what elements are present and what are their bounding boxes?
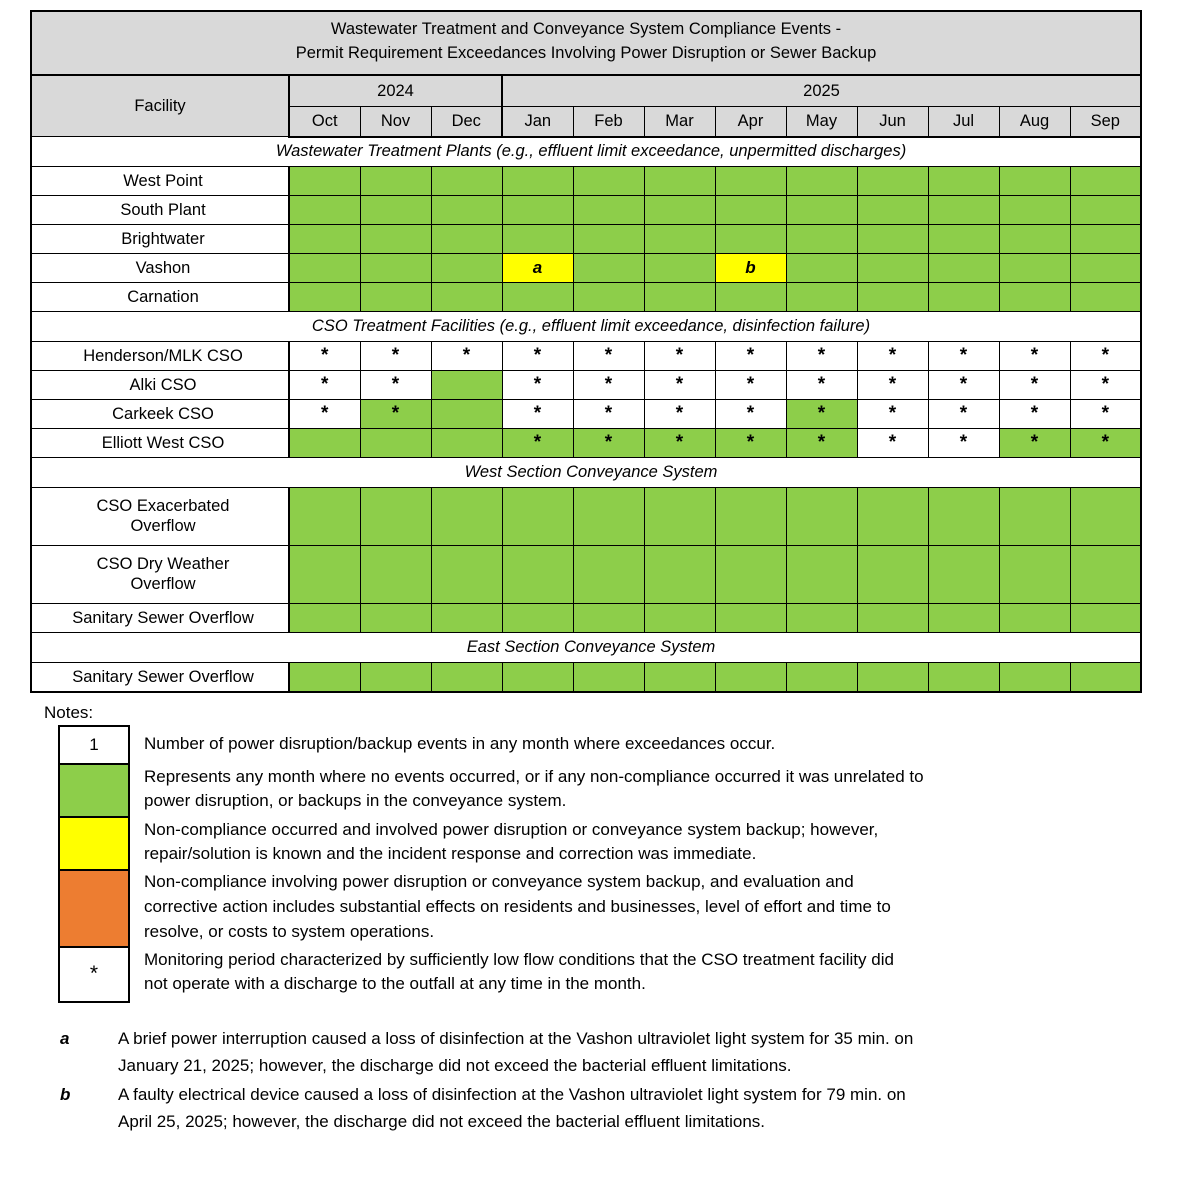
status-cell: [1070, 604, 1141, 633]
asterisk-marker: *: [746, 432, 755, 454]
row-label: Alki CSO: [31, 371, 289, 400]
status-cell: [928, 604, 999, 633]
status-cell: [431, 254, 502, 283]
asterisk-marker: *: [1101, 345, 1109, 367]
status-cell: [857, 604, 928, 633]
legend-swatch-white: 1: [60, 727, 128, 765]
asterisk-marker: *: [888, 374, 897, 396]
status-cell: [928, 429, 999, 458]
status-cell: [857, 663, 928, 692]
table-row: [31, 342, 1141, 371]
asterisk-marker: *: [959, 403, 968, 425]
legend-line: not operate with a discharge to the outfall at any time in the month.: [144, 974, 646, 994]
status-cell: [928, 283, 999, 312]
status-cell: [289, 167, 360, 196]
asterisk-marker: *: [391, 374, 400, 396]
status-cell: [1070, 400, 1141, 429]
table-row: [31, 488, 1141, 546]
asterisk-marker: *: [391, 403, 400, 425]
status-cell: [360, 167, 431, 196]
status-cell: [786, 283, 857, 312]
status-cell: [928, 546, 999, 604]
asterisk-marker: *: [462, 345, 471, 367]
status-cell: [1070, 167, 1141, 196]
status-cell: [573, 371, 644, 400]
status-cell: [786, 167, 857, 196]
status-cell: [360, 196, 431, 225]
legend-swatch-column: [58, 725, 130, 1003]
asterisk-marker: *: [746, 403, 755, 425]
month-header-jun: Jun: [857, 107, 928, 137]
legend-entry: [144, 946, 1150, 999]
asterisk-marker: *: [533, 345, 542, 367]
status-cell: [431, 604, 502, 633]
status-cell: [502, 283, 573, 312]
footnote-marker: a: [532, 258, 543, 278]
footnote: [60, 1025, 1150, 1079]
status-cell: [289, 196, 360, 225]
status-cell: [857, 400, 928, 429]
row-label: Vashon: [31, 254, 289, 283]
status-cell: [999, 488, 1070, 546]
status-cell: [289, 342, 360, 371]
status-cell: [928, 371, 999, 400]
status-cell: [431, 225, 502, 254]
status-cell: [1070, 196, 1141, 225]
section-header-row: [31, 633, 1141, 663]
table-row: [31, 604, 1141, 633]
asterisk-marker: *: [1030, 345, 1039, 367]
status-cell: [999, 196, 1070, 225]
table-row: [31, 283, 1141, 312]
status-cell: [431, 167, 502, 196]
status-cell: [289, 546, 360, 604]
status-cell: [857, 488, 928, 546]
notes-label: Notes:: [44, 702, 94, 722]
legend-entry: [144, 816, 1150, 869]
status-cell: [857, 167, 928, 196]
asterisk-marker: *: [1101, 403, 1109, 425]
status-cell: [502, 429, 573, 458]
legend-text-column: [130, 725, 1150, 1003]
status-cell: [857, 225, 928, 254]
table-row: [31, 663, 1141, 692]
row-label: CSO Dry Weather Overflow: [31, 546, 289, 604]
legend-entry: [144, 725, 1150, 763]
month-header-apr: Apr: [715, 107, 786, 137]
status-cell: [928, 342, 999, 371]
status-cell: [573, 283, 644, 312]
status-cell: [928, 663, 999, 692]
title-line-2: Permit Requirement Exceedances Involving Power Disruption or Sewer Backup: [295, 43, 877, 62]
legend-swatch-white: *: [60, 948, 128, 1001]
status-cell: [715, 283, 786, 312]
month-header-nov: Nov: [360, 107, 431, 137]
status-cell: [360, 342, 431, 371]
status-cell: [289, 604, 360, 633]
legend: [58, 725, 1150, 1003]
status-cell: [502, 225, 573, 254]
table-title: [31, 11, 1141, 75]
status-cell: [644, 225, 715, 254]
month-header-feb: Feb: [573, 107, 644, 137]
row-label: West Point: [31, 167, 289, 196]
status-cell: [502, 167, 573, 196]
status-cell: [715, 342, 786, 371]
row-label: South Plant: [31, 196, 289, 225]
table-row: [31, 196, 1141, 225]
row-label: Sanitary Sewer Overflow: [31, 663, 289, 692]
status-cell: [786, 254, 857, 283]
asterisk-marker: *: [817, 432, 826, 454]
footnote-text: [118, 1081, 1150, 1135]
status-cell: [857, 196, 928, 225]
status-cell: [431, 196, 502, 225]
month-header-oct: Oct: [289, 107, 360, 137]
legend-entry: [144, 869, 1150, 946]
status-cell: [573, 342, 644, 371]
status-cell: [431, 488, 502, 546]
status-cell: [289, 225, 360, 254]
status-cell: [999, 371, 1070, 400]
legend-line: repair/solution is known and the incident response and correction was immediate.: [144, 844, 757, 864]
status-cell: [502, 604, 573, 633]
asterisk-marker: *: [533, 432, 542, 454]
section-heading: East Section Conveyance System: [31, 633, 1141, 663]
status-cell: [502, 400, 573, 429]
status-cell: [573, 488, 644, 546]
status-cell: [928, 400, 999, 429]
legend-line: power disruption, or backups in the conveyance system.: [144, 791, 567, 811]
asterisk-marker: *: [1101, 432, 1109, 454]
asterisk-marker: *: [959, 374, 968, 396]
footnote-line: A brief power interruption caused a loss of disinfection at the Vashon ultraviolet light system for 35 min. on: [118, 1028, 914, 1048]
asterisk-marker: *: [1030, 403, 1039, 425]
month-header-may: May: [786, 107, 857, 137]
row-label: Sanitary Sewer Overflow: [31, 604, 289, 633]
asterisk-marker: *: [746, 345, 755, 367]
status-cell: [857, 342, 928, 371]
asterisk-marker: *: [959, 345, 968, 367]
footnote-text: [118, 1025, 1150, 1079]
status-cell: [573, 546, 644, 604]
status-cell: [999, 429, 1070, 458]
status-cell: [644, 604, 715, 633]
year-header-2024: 2024: [289, 75, 502, 107]
status-cell: [1070, 283, 1141, 312]
status-cell: [999, 546, 1070, 604]
table-row: [31, 400, 1141, 429]
table-row: [31, 254, 1141, 283]
status-cell: [928, 254, 999, 283]
status-cell: [431, 663, 502, 692]
asterisk-marker: *: [321, 345, 329, 367]
status-cell: [644, 283, 715, 312]
legend-line: resolve, or costs to system operations.: [144, 921, 435, 941]
legend-line: Non-compliance involving power disruption or conveyance system backup, and evaluation and: [144, 872, 854, 892]
status-cell: [502, 546, 573, 604]
status-cell: [999, 604, 1070, 633]
status-cell: [360, 546, 431, 604]
status-cell: [644, 400, 715, 429]
legend-line: Monitoring period characterized by sufficiently low flow conditions that the CSO treatment facility did: [144, 949, 894, 969]
table-title-row: [31, 11, 1141, 75]
row-label: Brightwater: [31, 225, 289, 254]
status-cell: [1070, 488, 1141, 546]
status-cell: [289, 400, 360, 429]
status-cell: [928, 488, 999, 546]
table-row: [31, 167, 1141, 196]
row-label: Elliott West CSO: [31, 429, 289, 458]
asterisk-marker: *: [675, 432, 684, 454]
table-row: [31, 225, 1141, 254]
status-cell: [573, 604, 644, 633]
status-cell: [786, 225, 857, 254]
title-line-1: Wastewater Treatment and Conveyance System Compliance Events -: [330, 20, 842, 38]
year-header-row: [31, 75, 1141, 107]
status-cell: [857, 254, 928, 283]
status-cell: [786, 663, 857, 692]
status-cell: [928, 167, 999, 196]
status-cell: [644, 488, 715, 546]
footnote-mark: a: [60, 1028, 70, 1048]
asterisk-marker: *: [675, 374, 684, 396]
status-cell: [928, 196, 999, 225]
legend-line: Number of power disruption/backup events in any month where exceedances occur.: [144, 733, 776, 753]
asterisk-marker: *: [888, 403, 897, 425]
status-cell: [715, 488, 786, 546]
status-cell: [1070, 546, 1141, 604]
legend-swatch-orange: [60, 871, 128, 948]
status-cell: [857, 546, 928, 604]
month-header-mar: Mar: [644, 107, 715, 137]
asterisk-marker: *: [604, 432, 613, 454]
status-cell: [502, 488, 573, 546]
status-cell: [715, 400, 786, 429]
asterisk-marker: *: [321, 374, 329, 396]
status-cell: [502, 196, 573, 225]
asterisk-marker: *: [1030, 432, 1039, 454]
status-cell: [999, 663, 1070, 692]
status-cell: [715, 196, 786, 225]
asterisk-marker: *: [1030, 374, 1039, 396]
footnote-line: January 21, 2025; however, the discharge did not exceed the bacterial effluent limitations.: [118, 1055, 792, 1075]
status-cell: [715, 167, 786, 196]
status-cell: [715, 429, 786, 458]
asterisk-marker: *: [959, 432, 968, 454]
asterisk-marker: *: [533, 374, 542, 396]
status-cell: [715, 371, 786, 400]
status-cell: [289, 371, 360, 400]
status-cell: [573, 429, 644, 458]
matrix-body: [31, 11, 1141, 692]
asterisk-marker: *: [817, 403, 826, 425]
status-cell: [431, 371, 502, 400]
status-cell: [715, 546, 786, 604]
year-header-2025: 2025: [502, 75, 1141, 107]
status-cell: [289, 254, 360, 283]
status-cell: [857, 283, 928, 312]
asterisk-marker: *: [391, 345, 400, 367]
asterisk-marker: *: [817, 345, 826, 367]
status-cell: [1070, 225, 1141, 254]
status-cell: [999, 167, 1070, 196]
status-cell: [786, 429, 857, 458]
asterisk-marker: *: [675, 403, 684, 425]
row-label: Carkeek CSO: [31, 400, 289, 429]
footnotes: [60, 1025, 1150, 1135]
status-cell: [1070, 663, 1141, 692]
status-cell: [502, 663, 573, 692]
status-cell: [360, 663, 431, 692]
status-cell: [289, 283, 360, 312]
section-heading: West Section Conveyance System: [31, 458, 1141, 488]
legend-line: Non-compliance occurred and involved power disruption or conveyance system backup; however,: [144, 819, 879, 839]
legend-line: corrective action includes substantial effects on residents and businesses, level of effort and time to: [144, 897, 891, 917]
status-cell: [786, 342, 857, 371]
row-label: Carnation: [31, 283, 289, 312]
asterisk-marker: *: [888, 432, 897, 454]
month-header-jul: Jul: [928, 107, 999, 137]
status-cell: [573, 196, 644, 225]
compliance-matrix-table: [30, 10, 1142, 693]
asterisk-marker: *: [1101, 374, 1109, 396]
status-cell: [644, 663, 715, 692]
status-cell: [431, 283, 502, 312]
asterisk-marker: *: [746, 374, 755, 396]
status-cell: [573, 225, 644, 254]
status-cell: [644, 546, 715, 604]
row-label: CSO Exacerbated Overflow: [31, 488, 289, 546]
section-heading: CSO Treatment Facilities (e.g., effluent limit exceedance, disinfection failure): [31, 312, 1141, 342]
status-cell: [360, 400, 431, 429]
status-cell: [644, 429, 715, 458]
section-header-row: [31, 137, 1141, 167]
status-cell: [1070, 371, 1141, 400]
month-header-aug: Aug: [999, 107, 1070, 137]
status-cell: [573, 663, 644, 692]
status-cell: [573, 254, 644, 283]
status-cell: [715, 663, 786, 692]
status-cell: [360, 225, 431, 254]
asterisk-marker: *: [675, 345, 684, 367]
asterisk-marker: *: [533, 403, 542, 425]
status-cell: [999, 283, 1070, 312]
status-cell: [857, 371, 928, 400]
footnote-line: A faulty electrical device caused a loss of disinfection at the Vashon ultraviolet light system for 79 min. on: [118, 1084, 906, 1104]
status-cell: [573, 167, 644, 196]
status-cell: [715, 225, 786, 254]
asterisk-marker: *: [604, 374, 613, 396]
asterisk-marker: *: [888, 345, 897, 367]
status-cell: [857, 429, 928, 458]
status-cell: [999, 254, 1070, 283]
status-cell: [644, 342, 715, 371]
footnote-mark: b: [60, 1084, 71, 1104]
status-cell: [715, 604, 786, 633]
month-header-jan: Jan: [502, 107, 573, 137]
status-cell: [786, 371, 857, 400]
legend-swatch-green: [60, 765, 128, 818]
section-header-row: [31, 312, 1141, 342]
section-heading: Wastewater Treatment Plants (e.g., effluent limit exceedance, unpermitted discharges): [31, 137, 1141, 167]
status-cell: [360, 604, 431, 633]
asterisk-marker: *: [604, 345, 613, 367]
status-cell: [1070, 429, 1141, 458]
status-cell: [360, 429, 431, 458]
status-cell: [431, 546, 502, 604]
status-cell: [715, 254, 786, 283]
status-cell: [360, 254, 431, 283]
status-cell: [644, 254, 715, 283]
status-cell: [1070, 342, 1141, 371]
row-label: Henderson/MLK CSO: [31, 342, 289, 371]
asterisk-marker: *: [817, 374, 826, 396]
status-cell: [644, 196, 715, 225]
status-cell: [431, 342, 502, 371]
status-cell: [786, 488, 857, 546]
status-cell: [289, 429, 360, 458]
status-cell: [431, 429, 502, 458]
table-row: [31, 429, 1141, 458]
table-row: [31, 546, 1141, 604]
status-cell: [999, 342, 1070, 371]
status-cell: [502, 342, 573, 371]
footnote-line: April 25, 2025; however, the discharge did not exceed the bacterial effluent limitations.: [118, 1111, 766, 1131]
status-cell: [644, 371, 715, 400]
section-header-row: [31, 458, 1141, 488]
status-cell: [289, 488, 360, 546]
status-cell: [431, 400, 502, 429]
status-cell: [360, 283, 431, 312]
status-cell: [999, 400, 1070, 429]
legend-swatch-yellow: [60, 818, 128, 871]
legend-line: Represents any month where no events occurred, or if any non-compliance occurred it was unrelated to: [144, 766, 924, 786]
month-header-sep: Sep: [1070, 107, 1141, 137]
status-cell: [786, 546, 857, 604]
status-cell: [573, 400, 644, 429]
status-cell: [928, 225, 999, 254]
asterisk-marker: *: [321, 403, 329, 425]
status-cell: [360, 488, 431, 546]
status-cell: [360, 371, 431, 400]
asterisk-marker: *: [604, 403, 613, 425]
legend-entry: [144, 763, 1150, 816]
table-row: [31, 371, 1141, 400]
status-cell: [786, 196, 857, 225]
footnote: [60, 1081, 1150, 1135]
status-cell: [502, 371, 573, 400]
status-cell: [1070, 254, 1141, 283]
status-cell: [786, 400, 857, 429]
facility-column-header: Facility: [31, 75, 289, 137]
month-header-dec: Dec: [431, 107, 502, 137]
status-cell: [999, 225, 1070, 254]
status-cell: [289, 663, 360, 692]
footnote-marker: b: [745, 258, 756, 278]
status-cell: [502, 254, 573, 283]
status-cell: [786, 604, 857, 633]
status-cell: [644, 167, 715, 196]
